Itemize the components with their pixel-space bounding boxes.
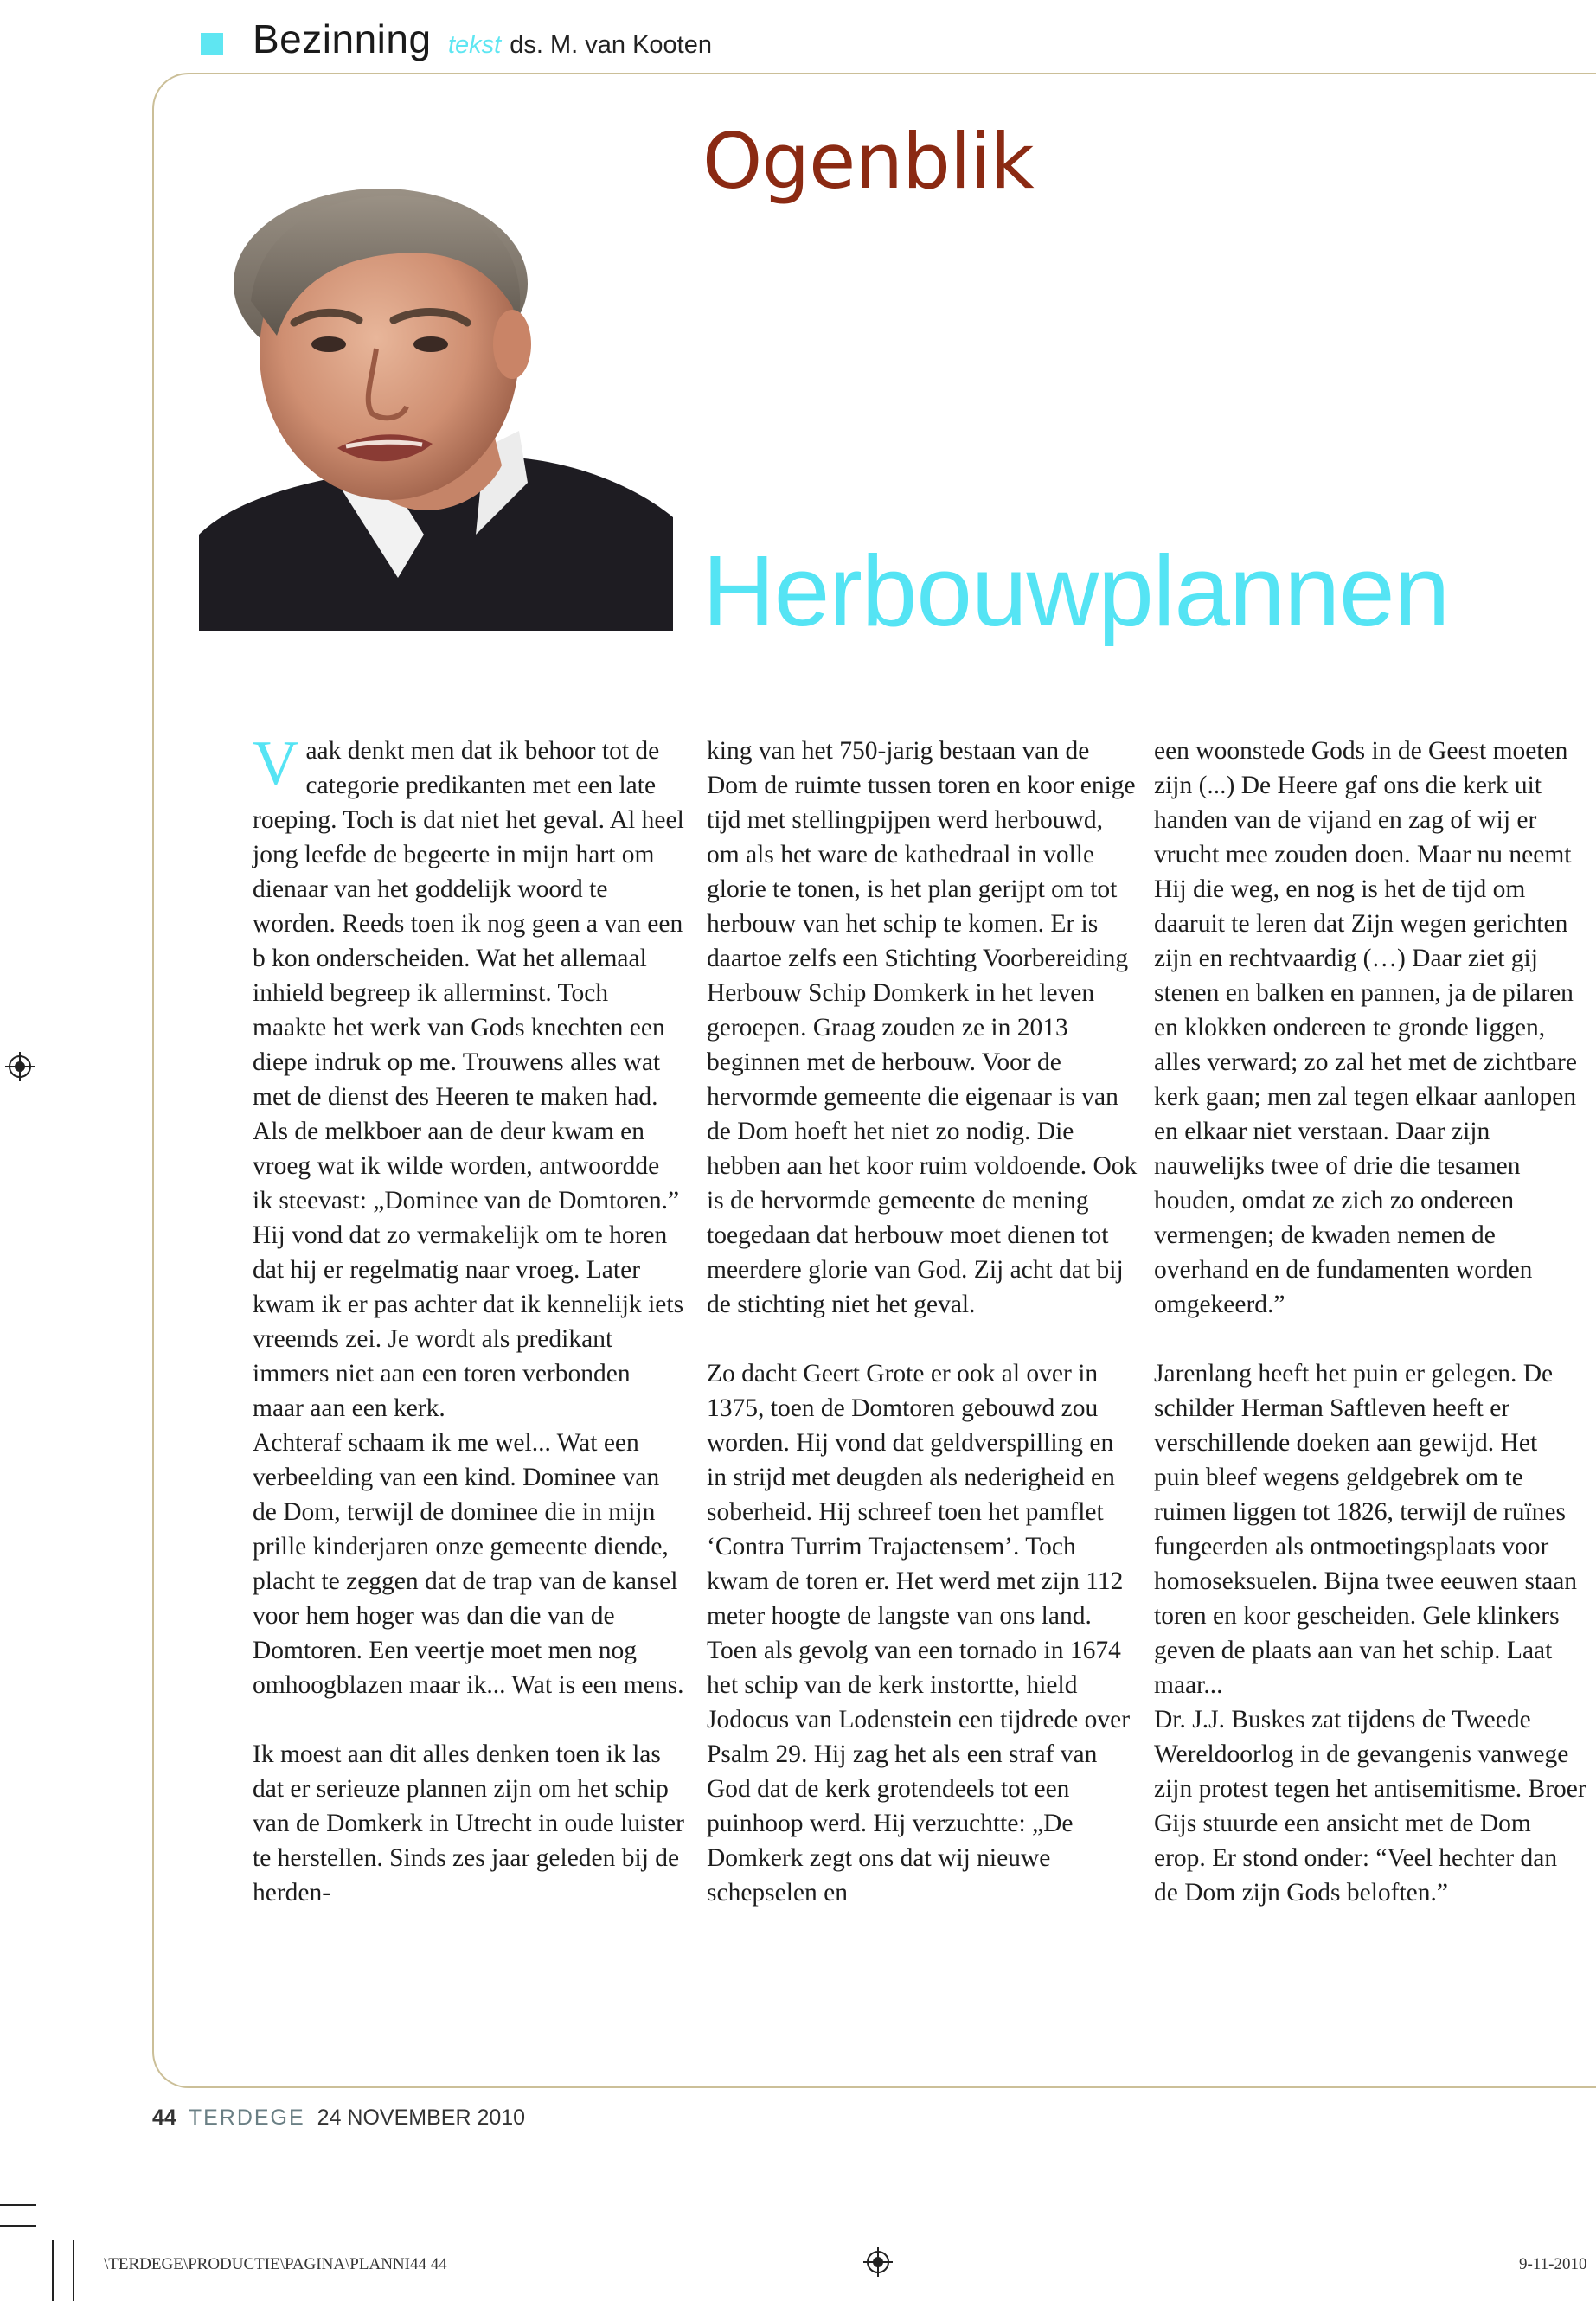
- slug-date: 9-11-2010: [1519, 2255, 1587, 2273]
- article-column-3: [1154, 734, 1586, 1910]
- section-marker: [201, 33, 223, 55]
- page-footer: [152, 2106, 525, 2131]
- body-paragraph: een woonstede Gods in de Geest moeten zijn (...) De Heere gaf ons die kerk uit handen van de vijand en zag of wij er vrucht mee zouden doen. Maar nu neemt Hij die weg, en nog is het de tijd om daaruit te leren dat Zijn wegen gerichten zijn en rechtvaardig (…) Daar ziet gij stenen en balken en pannen, ja de pilaren en klokken ondereen te gronde liggen, alles verward; zo zal het met de zichtbare kerk gaan; men zal tegen elkaar aanlopen en elkaar niet verstaan. Daar zijn nauwelijks twee of drie die tesamen houden, omdat ze zich zo ondereen vermengen; de kwaden nemen de overhand en de fundamenten worden omgekeerd.”: [1154, 737, 1577, 1318]
- crop-mark: [0, 2204, 36, 2206]
- section-title: Bezinning: [253, 16, 432, 61]
- body-paragraph: Toen als gevolg van een tornado in 1674 het schip van de kerk instortte, hield Jodocus van Lodenstein een tijdrede over Psalm 29. Hij zag het als een straf van God dat de kerk grotendeels tot een puinhoop werd. Hij verzuchtte: „De Domkerk zegt ons dat wij nieuwe schepselen en: [707, 1637, 1131, 1907]
- byline-label: tekst: [448, 31, 502, 59]
- registration-mark-icon: [863, 2247, 893, 2277]
- article-column-2: [707, 734, 1139, 1910]
- slug-file-path: \TERDEGE\PRODUCTIE\PAGINA\PLANNI44 44: [104, 2255, 447, 2273]
- body-paragraph: king van het 750-jarig bestaan van de Dom de ruimte tussen toren en koor enige tijd met stellingpijpen werd herbouwd, om als het ware de kathedraal in volle glorie te tonen, is het plan gerijpt om tot herbouw van het schip te komen. Er is daartoe zelfs een Stichting Voorbereiding Herbouw Schip Domkerk in het leven geroepen. Graag zouden ze in 2013 beginnen met de herbouw. Voor de hervormde gemeente die eigenaar is van de Dom hoeft het niet zo nodig. Die hebben aan het koor ruim voldoende. Ook is de hervormde gemeente de mening toegedaan dat herbouw moet dienen tot meerdere glorie van God. Zij acht dat bij de stichting niet het geval.: [707, 737, 1138, 1318]
- kicker-title: Ogenblik: [702, 117, 1034, 206]
- page-number: 44: [152, 2106, 176, 2130]
- drop-cap: V: [253, 728, 299, 799]
- issue-date: 24 NOVEMBER 2010: [317, 2106, 526, 2130]
- body-paragraph: Jarenlang heeft het puin er gelegen. De schilder Herman Saftleven heeft er verschillende doeken aan gewijd. Het puin bleef wegens geldgebrek om te ruimen liggen tot 1826, terwijl de ruïnes fungeerden als ontmoetingsplaats voor homoseksuelen. Bijna twee eeuwen staan toren en koor gescheiden. Gele klinkers geven de plaats aan van het schip. Laat maar...: [1154, 1360, 1578, 1699]
- registration-mark-icon: [5, 1052, 35, 1081]
- body-paragraph: Als de melkboer aan de deur kwam en vroeg wat ik wilde worden, antwoordde ik steevast: „Dominee van de Domtoren.” Hij vond dat zo vermakelijk om te horen dat hij er regelmatig naar vroeg. Later kwam ik er pas achter dat ik kennelijk iets vreemds zei. Je wordt als predikant immers niet aan een toren verbonden maar aan een kerk.: [253, 1118, 684, 1422]
- magazine-name: TERDEGE: [188, 2106, 305, 2130]
- headline: Herbouwplannen: [702, 535, 1450, 647]
- crop-mark: [52, 2240, 54, 2301]
- body-paragraph: Zo dacht Geert Grote er ook al over in 1375, toen de Domtoren gebouwd zou worden. Hij vond dat geldverspilling en in strijd met deugden als nederigheid en soberheid. Hij schreef toen het pamflet ‘Contra Turrim Trajactensem’. Toch kwam de toren er. Het werd met zijn 112 meter hoogte de langste van ons land.: [707, 1360, 1124, 1630]
- crop-mark: [73, 2240, 74, 2301]
- body-paragraph: Achteraf schaam ik me wel... Wat een verbeelding van een kind. Dominee van de Dom, terwijl de dominee die in mijn prille kinderjaren onze gemeente diende, placht te zeggen dat de trap van de kansel voor hem hoger was dan die van de Domtoren. Een veertje moet men nog omhoogblazen maar ik... Wat is een mens.: [253, 1429, 684, 1699]
- body-paragraph: Vaak denkt men dat ik behoor tot de categorie predikanten met een late roeping. Toch is dat niet het geval. Al heel jong leefde de begeerte in mijn hart om dienaar van het goddelijk woord te worden. Reeds toen ik nog geen a van een b kon onderscheiden. Wat het allemaal inhield begreep ik allerminst. Toch maakte het werk van Gods knechten een diepe indruk op me. Trouwens alles wat met de dienst des Heeren te maken had.: [253, 728, 684, 1111]
- crop-mark: [0, 2225, 36, 2227]
- byline: [448, 31, 712, 60]
- author-name: ds. M. van Kooten: [510, 31, 712, 59]
- author-portrait: [199, 171, 673, 631]
- body-paragraph: Ik moest aan dit alles denken toen ik las dat er serieuze plannen zijn om het schip van de Domkerk in Utrecht in oude luister te herstellen. Sinds zes jaar geleden bij de herden-: [253, 1740, 684, 1907]
- body-paragraph: Dr. J.J. Buskes zat tijdens de Tweede Wereldoorlog in de gevangenis vanwege zijn protest tegen het antisemitisme. Broer Gijs stuurde een ansicht met de Dom erop. Er stond onder: “Veel hechter dan de Dom zijn Gods beloften.”: [1154, 1706, 1586, 1907]
- article-column-1: [253, 728, 685, 1910]
